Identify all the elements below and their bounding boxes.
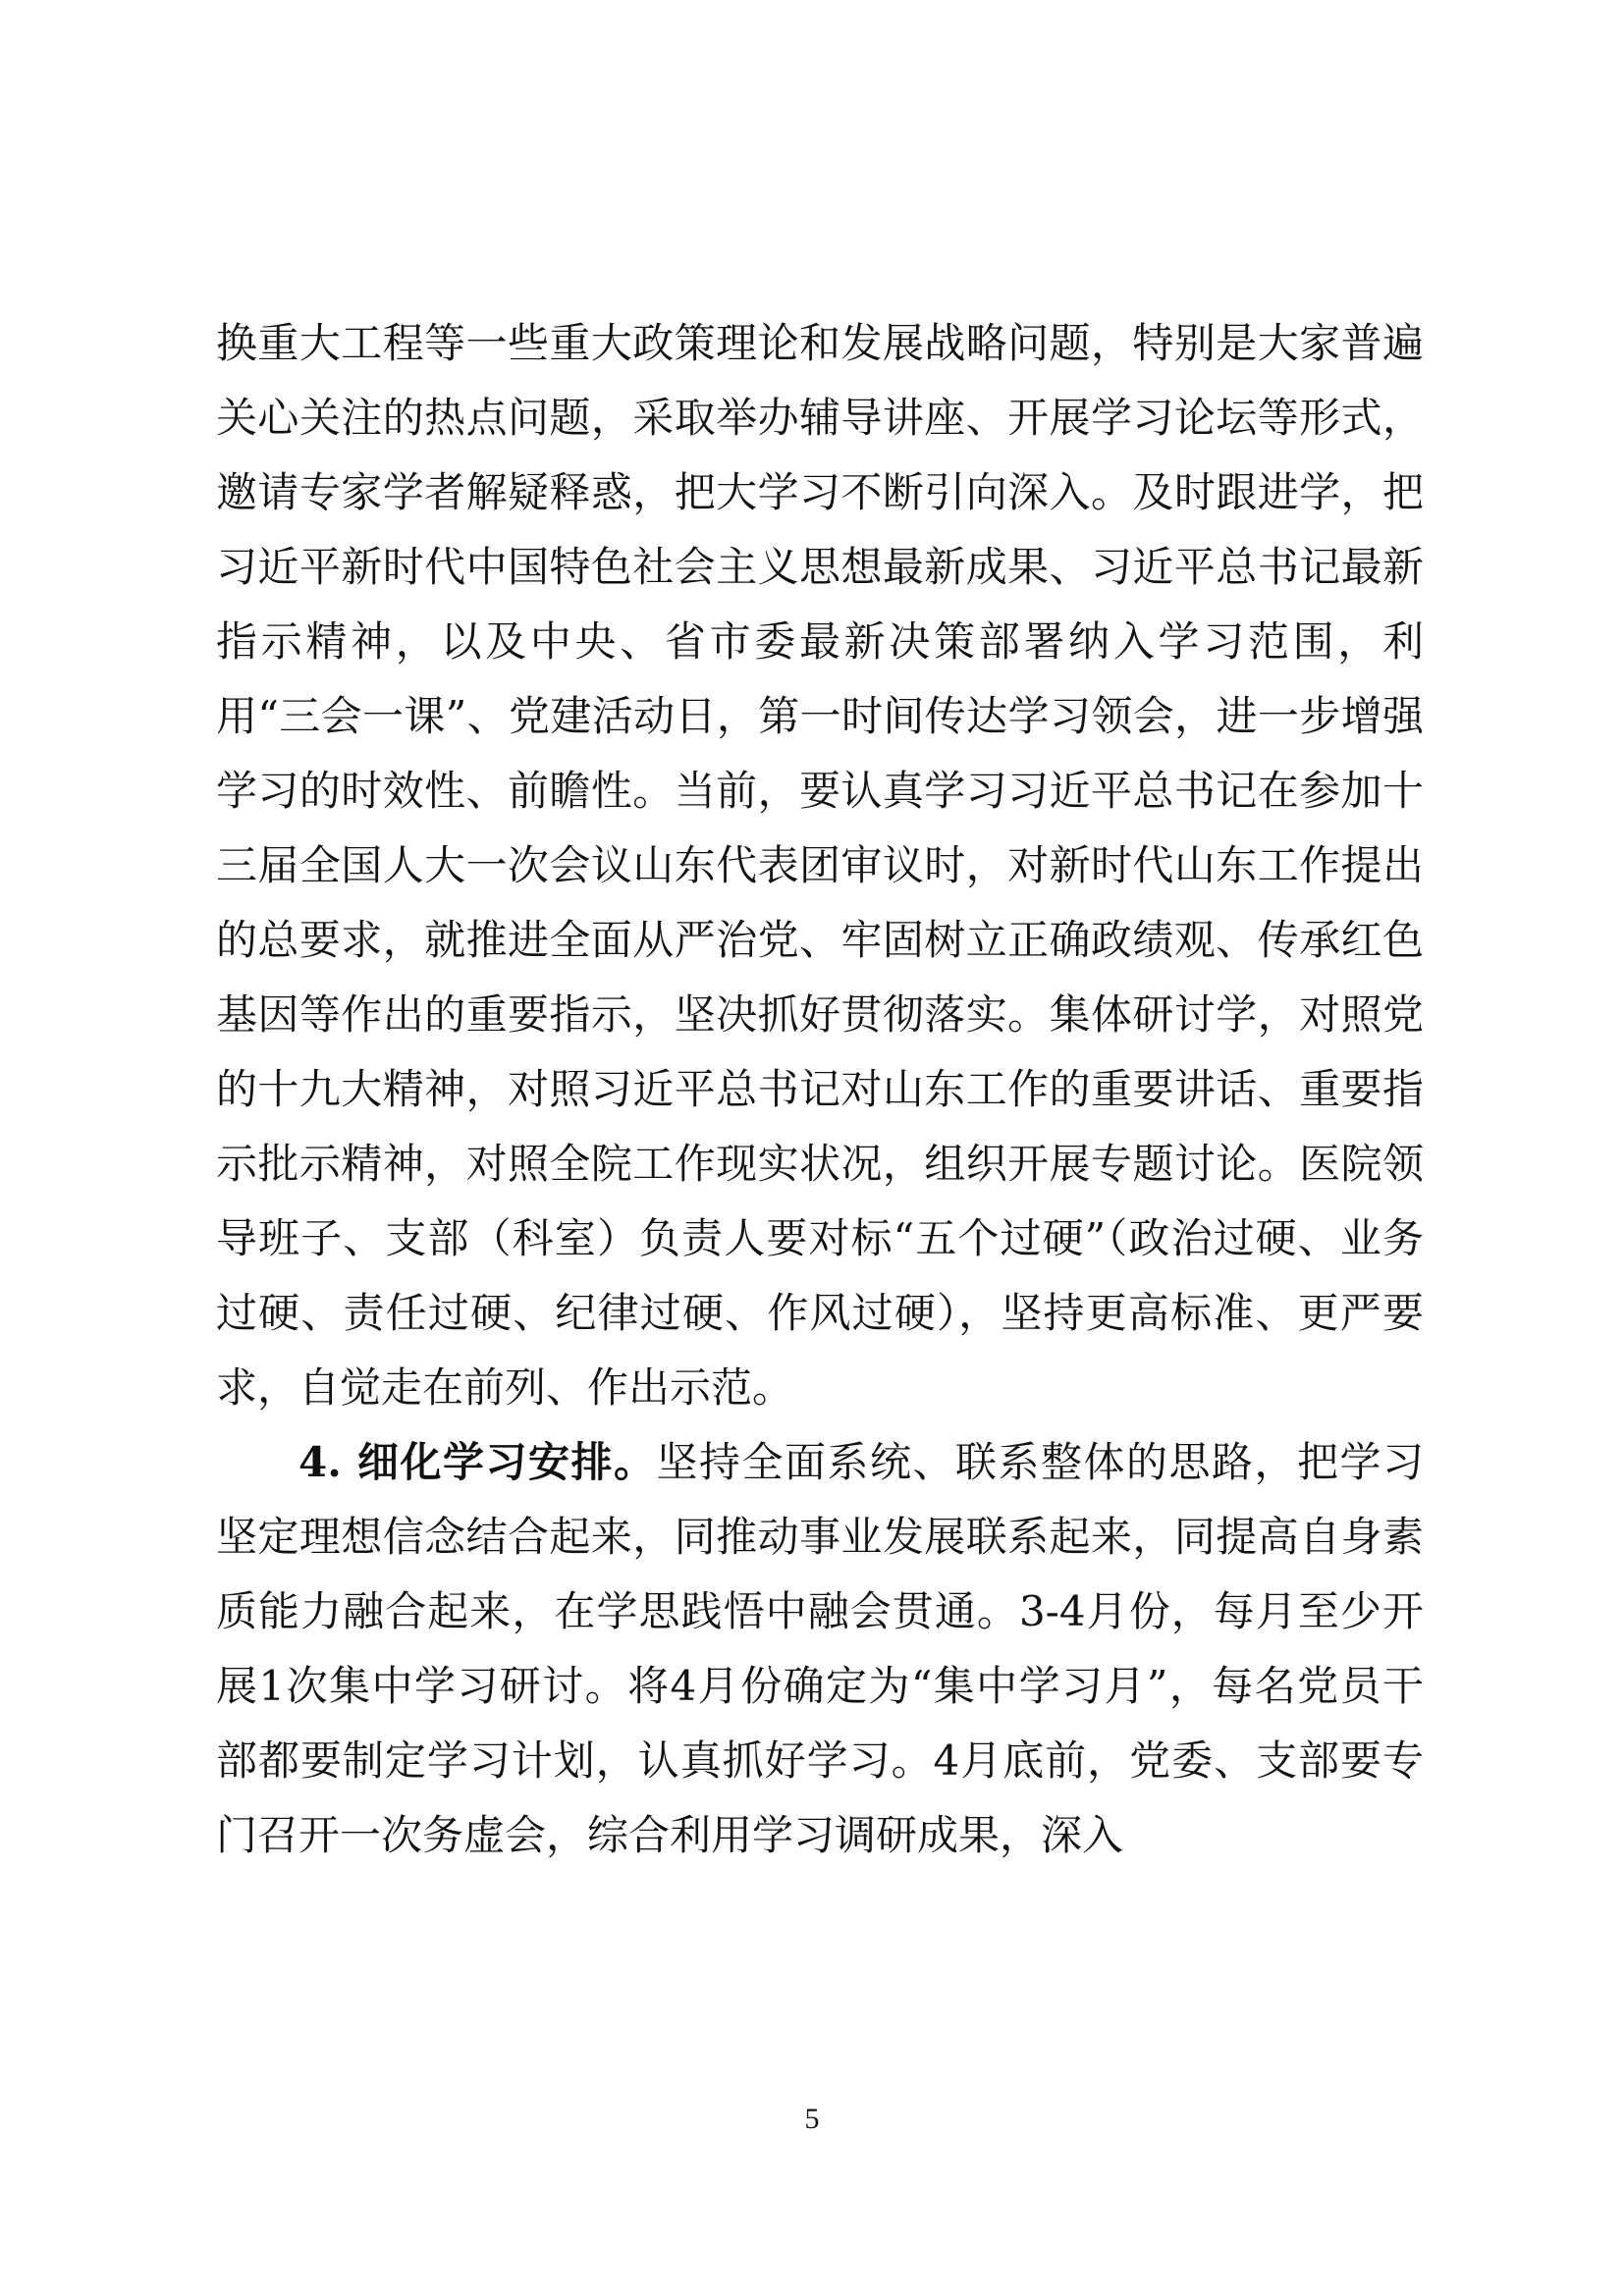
section-4-body: 坚持全面系统、联系整体的思路，把学习坚定理想信念结合起来，同推动事业发展联系起来，同提高自身素质能力融合起来，在学思践悟中融会贯通。3-4月份，每月至少开展1次集中学习研讨。将4月份确定为“集中学习月”，每名党员干部都要制定学习计划，认真抓好学习。4月底前，党委、支部要专门召开一次务虚会，综合利用学习调研成果，深入 [216,1438,1424,1859]
section-4-heading: 4. 细化学习安排。 [298,1438,657,1486]
page-number: 5 [804,2103,820,2135]
body-text [216,306,1424,1873]
paragraph-continued: 换重大工程等一些重大政策理论和发展战略问题，特别是大家普遍关心关注的热点问题，采取举办辅导讲座、开展学习论坛等形式，邀请专家学者解疑释惑，把大学习不断引向深入。及时跟进学，把习近平新时代中国特色社会主义思想最新成果、习近平总书记最新指示精神，以及中央、省市委最新决策部署纳入学习范围，利用“三会一课”、党建活动日，第一时间传达学习领会，进一步增强学习的时效性、前瞻性。当前，要认真学习习近平总书记在参加十三届全国人大一次会议山东代表团审议时，对新时代山东工作提出的总要求，就推进全面从严治党、牢固树立正确政绩观、传承红色基因等作出的重要指示，坚决抓好贯彻落实。集体研讨学，对照党的十九大精神，对照习近平总书记对山东工作的重要讲话、重要指示批示精神，对照全院工作现实状况，组织开展专题讨论。医院领导班子、支部（科室）负责人要对标“五个过硬”（政治过硬、业务过硬、责任过硬、纪律过硬、作风过硬），坚持更高标准、更严要求，自觉走在前列、作出示范。 [216,319,1424,1412]
section-4-paragraph [216,1425,1424,1873]
